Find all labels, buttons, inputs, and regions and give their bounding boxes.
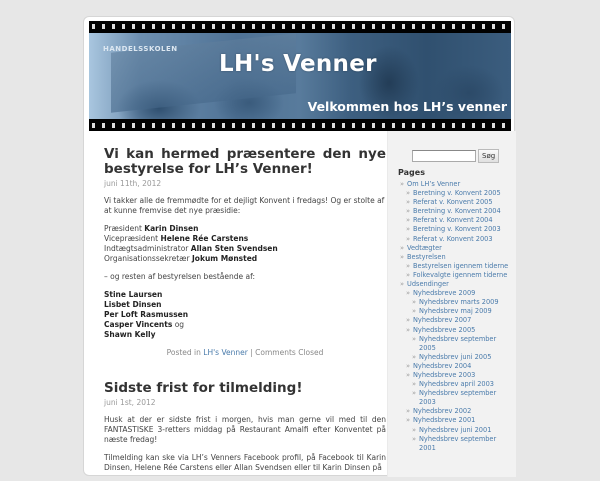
page-link[interactable]: » Nyhedsbrev september 2003 [412, 389, 512, 407]
page-link[interactable]: » Nyhedsbrev 2004 [406, 362, 512, 371]
post-1 [104, 147, 386, 357]
page-link[interactable]: » Bestyrelsen [400, 253, 512, 262]
post-title[interactable] [104, 147, 386, 177]
page-link[interactable]: » Nyhedsbreve 2001 [406, 416, 512, 425]
member-name: Shawn Kelly [104, 330, 156, 339]
page-link[interactable]: » Referat v. Konvent 2003 [406, 235, 512, 244]
page-link[interactable]: » Nyhedsbreve 2003 [406, 371, 512, 380]
post-date: juni 1st, 2012 [104, 398, 156, 407]
post-paragraph: Husk at der er sidste frist i morgen, hvis man gerne vil med til den FANTASTISKE 3-retters middag på Restaurant Amalfi efter Konventet på næste fredag! [104, 415, 386, 444]
member-name: Lisbet Dinsen [104, 300, 162, 309]
post-paragraph: Tilmelding kan ske via LH’s Venners Facebook profil, på Facebook til Karin Dinsen, Helene Rée Carstens eller Allan Svendsen eller til Karin Dinsen på [104, 453, 386, 472]
conjunction: og [174, 320, 185, 329]
posted-in-label: Posted in [166, 348, 201, 357]
member-list [104, 290, 386, 340]
page-link[interactable]: » Nyhedsbrev juni 2001 [412, 426, 512, 435]
page-link[interactable]: » Nyhedsbrev marts 2009 [412, 298, 512, 307]
title-word[interactable]: den [322, 146, 352, 162]
page-link[interactable]: » Beretning v. Konvent 2003 [406, 225, 512, 234]
page-link[interactable]: » Nyhedsbrev september 2001 [412, 435, 512, 453]
post-title-line-2[interactable]: bestyrelse for LH’s Venner! [104, 161, 313, 177]
page-link[interactable]: » Nyhedsbrev april 2003 [412, 380, 512, 389]
board-name: Allan Sten Svendsen [190, 244, 278, 253]
title-word[interactable]: nye [358, 146, 386, 162]
rest-intro: – og resten af bestyrelsen bestående af: [104, 272, 255, 281]
page-link[interactable]: » Nyhedsbreve 2009 [406, 289, 512, 298]
search-button[interactable]: Søg [478, 149, 499, 163]
board-name: Karin Dinsen [144, 224, 199, 233]
page-link[interactable]: » Nyhedsbrev juni 2005 [412, 353, 512, 362]
page-link[interactable]: » Bestyrelsen igennem tiderne [406, 262, 512, 271]
post-meta [104, 348, 386, 357]
post-date: juni 11th, 2012 [104, 179, 162, 188]
search-input[interactable] [412, 150, 476, 162]
member-name: Stine Laursen [104, 290, 163, 299]
search-form [412, 145, 499, 164]
site-title[interactable]: LH's Venner [219, 51, 377, 77]
page-link[interactable]: » Beretning v. Konvent 2005 [406, 189, 512, 198]
member-name: Casper Vincents [104, 320, 173, 329]
page-link[interactable]: » Nyhedsbrev september 2005 [412, 335, 512, 353]
post-intro: Vi takker alle de fremmødte for et dejligt Konvent i fredags! Og er stolte af at kunne fremvise det nye præsidie: [104, 196, 385, 215]
title-word[interactable]: Vi [104, 146, 119, 162]
page-link[interactable]: » Nyhedsbrev 2007 [406, 316, 512, 325]
post-entry [104, 196, 386, 340]
pages-list [400, 180, 512, 453]
board-role: Præsident [104, 224, 142, 233]
board-role: Vicepræsident [104, 234, 159, 243]
page-link[interactable]: » Beretning v. Konvent 2004 [406, 207, 512, 216]
post-2 [104, 381, 386, 473]
board-role: Organisationssekretær [104, 254, 190, 263]
member-name: Per Loft Rasmussen [104, 310, 189, 319]
title-word[interactable]: hermed [161, 146, 220, 162]
film-strip-top [89, 22, 511, 32]
post-entry [104, 415, 386, 473]
header-photo [89, 33, 511, 119]
site-header[interactable] [89, 21, 511, 131]
board-name: Jokum Mønsted [192, 254, 258, 263]
page-link[interactable]: » Folkevalgte igennem tiderne [406, 271, 512, 280]
film-strip-bottom [89, 121, 511, 131]
page-link[interactable]: » Referat v. Konvent 2004 [406, 216, 512, 225]
site-description: Velkommen hos LH’s venner [307, 99, 507, 114]
post-title[interactable]: Sidste frist for tilmelding! [104, 380, 303, 396]
title-word[interactable]: kan [126, 146, 154, 162]
meta-separator: | [250, 348, 253, 357]
title-word[interactable]: præsentere [226, 146, 316, 162]
comments-status: Comments Closed [255, 348, 324, 357]
page-wrapper [83, 16, 515, 476]
main-content [104, 147, 386, 481]
sidebar [387, 131, 516, 477]
page-link[interactable]: » Udsendinger [400, 280, 512, 289]
page-link[interactable]: » Vedtægter [400, 244, 512, 253]
page-link[interactable]: » Nyhedsbrev maj 2009 [412, 307, 512, 316]
board-role: Indtægtsadministrator [104, 244, 189, 253]
pages-heading: Pages [398, 168, 425, 177]
photo-sign-text: HANDELSSKOLEN [103, 45, 178, 53]
page-link[interactable]: » Nyhedsbrev 2002 [406, 407, 512, 416]
page-link[interactable]: » Om LH’s Venner [400, 180, 512, 189]
category-link[interactable]: LH's Venner [203, 348, 248, 357]
board-name: Helene Rée Carstens [160, 234, 249, 243]
page-link[interactable]: » Referat v. Konvent 2005 [406, 198, 512, 207]
post-title-line-1[interactable] [104, 147, 386, 162]
page-link[interactable]: » Nyhedsbreve 2005 [406, 326, 512, 335]
board-list [104, 224, 386, 264]
